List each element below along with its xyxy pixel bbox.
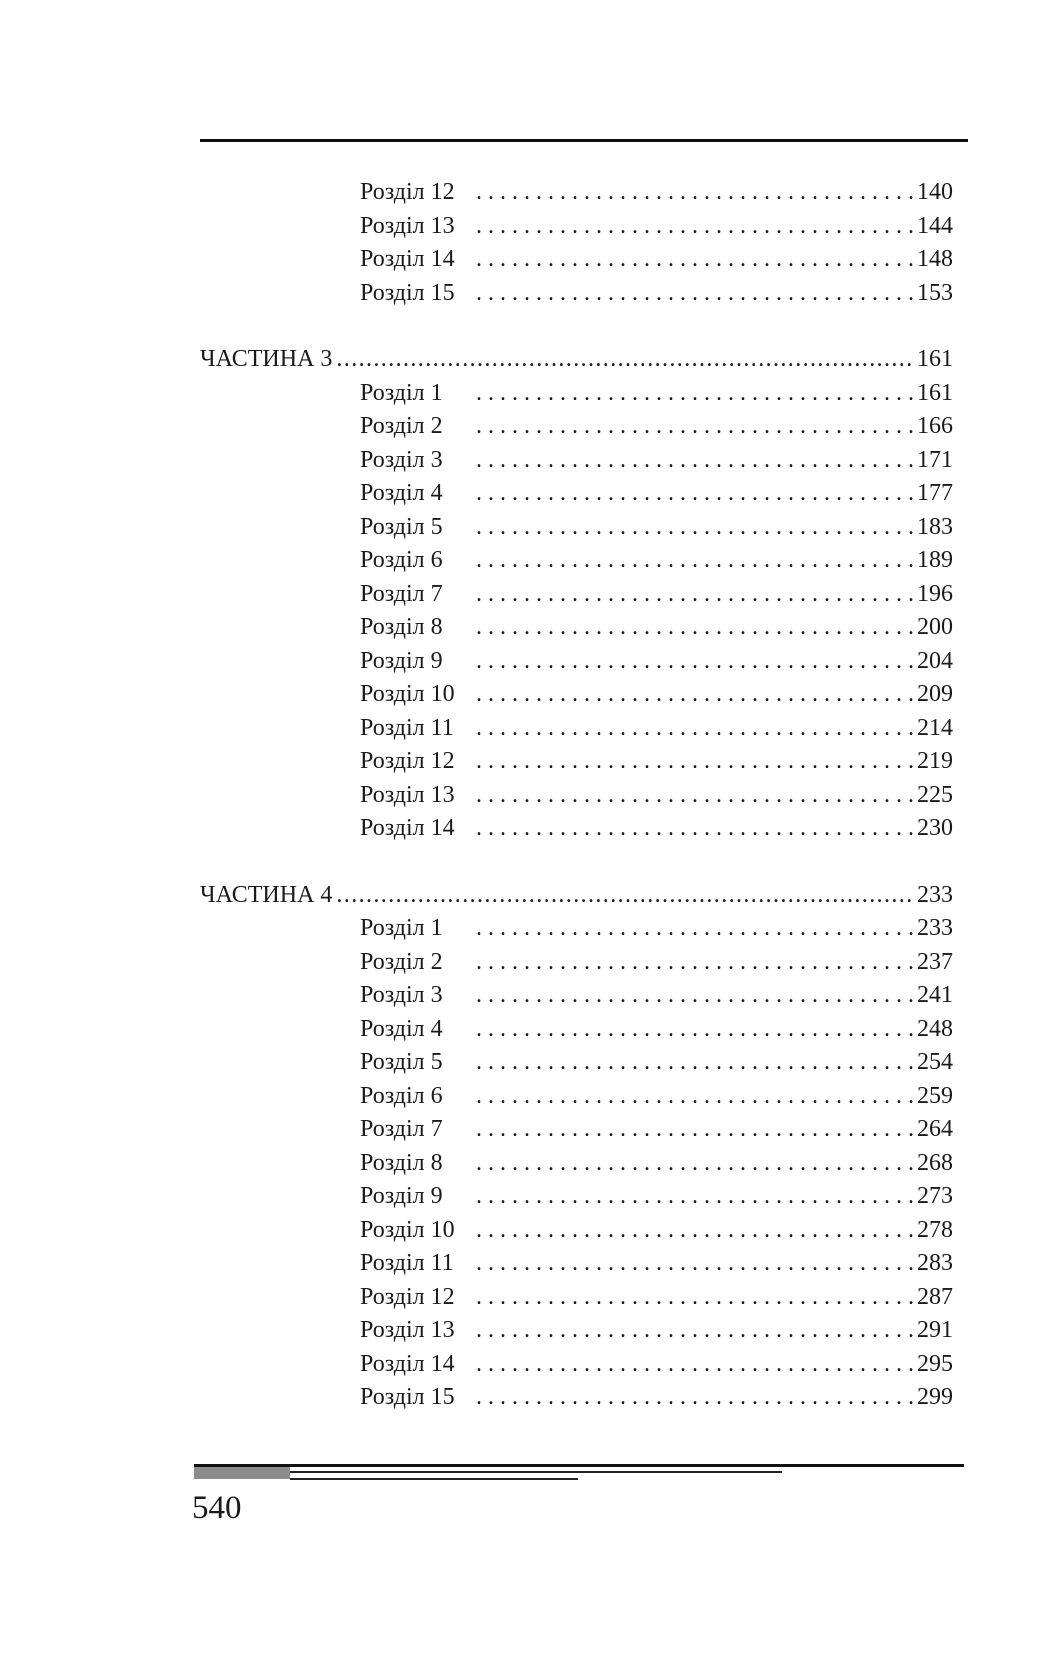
toc-entry-page: 166 (917, 413, 953, 439)
dot-leader (476, 979, 915, 1013)
toc-entry-label: Розділ 6 (360, 1082, 443, 1109)
dot-leader (476, 1180, 915, 1214)
toc-group (200, 176, 953, 310)
toc-chapter-row (200, 779, 953, 813)
toc-chapter-row (200, 410, 953, 444)
header-rule (200, 139, 968, 142)
dot-leader (476, 779, 915, 813)
dot-leader (476, 912, 915, 946)
toc-group (200, 879, 953, 1415)
toc-chapter-row (200, 1113, 953, 1147)
toc-entry-page: 248 (917, 1015, 953, 1042)
toc-chapter-row (200, 210, 953, 244)
toc-chapter-row (200, 1348, 953, 1382)
toc-entry-label: Розділ 11 (360, 1250, 454, 1276)
toc-chapter-row (200, 812, 953, 846)
toc-chapter-row (200, 1281, 953, 1315)
dot-leader (476, 444, 915, 478)
dot-leader (476, 712, 915, 746)
dot-leader (476, 377, 915, 411)
toc-entry-page: 161 (917, 379, 953, 406)
toc-entry-label: Розділ 14 (360, 246, 455, 272)
dot-leader (476, 745, 915, 779)
toc-chapter-row (200, 176, 953, 210)
toc-entry-label: Розділ 7 (360, 580, 443, 607)
toc-entry-label: ЧАСТИНА 3 (200, 346, 333, 372)
dot-leader (476, 578, 915, 612)
toc-chapter-row (200, 979, 953, 1013)
toc-chapter-row (200, 1314, 953, 1348)
dot-leader (476, 1348, 915, 1382)
toc-entry-label: Розділ 8 (360, 1149, 443, 1176)
dot-leader (476, 1147, 915, 1181)
toc-entry-page: 273 (917, 1183, 953, 1209)
toc-entry-page: 144 (917, 212, 953, 239)
toc-chapter-row (200, 511, 953, 545)
toc-chapter-row (200, 444, 953, 478)
page-number: 540 (192, 1490, 242, 1526)
toc-entry-page: 278 (917, 1216, 953, 1243)
footer-rule (194, 1464, 964, 1467)
toc-entry-label: Розділ 12 (360, 179, 455, 205)
toc-entry-page: 204 (917, 647, 953, 674)
toc-entry-page: 140 (917, 179, 953, 205)
dot-leader (476, 946, 915, 980)
toc-entry-page: 233 (917, 915, 953, 941)
toc-chapter-row (200, 946, 953, 980)
toc-entry-page: 161 (917, 346, 953, 372)
toc-entry-page: 209 (917, 681, 953, 707)
toc-entry-label: Розділ 4 (360, 1015, 443, 1042)
footer-line-short (290, 1478, 578, 1480)
toc-entry-page: 189 (917, 547, 953, 573)
dot-leader (476, 544, 915, 578)
dot-leader (476, 243, 915, 277)
toc-chapter-row (200, 277, 953, 311)
toc-entry-label: Розділ 8 (360, 614, 443, 640)
toc-entry-label: Розділ 1 (360, 379, 443, 406)
dot-leader (476, 1113, 915, 1147)
toc-entry-label: Розділ 5 (360, 513, 443, 540)
toc-chapter-row (200, 1214, 953, 1248)
toc-entry-page: 219 (917, 748, 953, 774)
dot-leader (476, 1381, 915, 1415)
toc-entry-label: Розділ 15 (360, 279, 455, 306)
toc-entry-label: Розділ 2 (360, 948, 443, 975)
dot-leader (336, 343, 915, 377)
dot-leader (476, 611, 915, 645)
toc-entry-page: 237 (917, 948, 953, 975)
toc-entry-label: Розділ 4 (360, 480, 443, 506)
toc-entry-label: Розділ 11 (360, 714, 454, 741)
dot-leader (476, 1013, 915, 1047)
dot-leader (476, 1247, 915, 1281)
toc-chapter-row (200, 377, 953, 411)
toc-entry-label: Розділ 9 (360, 1183, 443, 1209)
toc-entry-label: ЧАСТИНА 4 (200, 881, 333, 908)
toc-entry-page: 283 (917, 1250, 953, 1276)
toc-entry-page: 214 (917, 714, 953, 741)
toc-chapter-row (200, 1013, 953, 1047)
toc-entry-label: Розділ 13 (360, 781, 455, 808)
toc-entry-label: Розділ 15 (360, 1384, 455, 1410)
table-of-contents (200, 176, 953, 1415)
toc-entry-page: 177 (917, 480, 953, 506)
toc-part-heading (200, 879, 953, 913)
toc-entry-page: 183 (917, 513, 953, 540)
toc-chapter-row (200, 1247, 953, 1281)
toc-entry-label: Розділ 12 (360, 748, 455, 774)
toc-entry-page: 171 (917, 446, 953, 473)
dot-leader (476, 210, 915, 244)
toc-entry-label: Розділ 3 (360, 446, 443, 473)
toc-chapter-row (200, 1046, 953, 1080)
toc-chapter-row (200, 645, 953, 679)
toc-entry-page: 268 (917, 1149, 953, 1176)
toc-entry-label: Розділ 2 (360, 413, 443, 439)
dot-leader (476, 176, 915, 210)
toc-entry-label: Розділ 5 (360, 1049, 443, 1075)
toc-chapter-row (200, 678, 953, 712)
dot-leader (476, 812, 915, 846)
toc-entry-page: 196 (917, 580, 953, 607)
toc-entry-page: 295 (917, 1350, 953, 1377)
toc-entry-page: 233 (917, 881, 953, 908)
toc-entry-label: Розділ 10 (360, 681, 455, 707)
dot-leader (476, 477, 915, 511)
footer-accent-block (194, 1467, 290, 1479)
dot-leader (476, 1214, 915, 1248)
toc-entry-page: 291 (917, 1317, 953, 1343)
toc-entry-page: 259 (917, 1082, 953, 1109)
toc-entry-page: 153 (917, 279, 953, 306)
dot-leader (476, 678, 915, 712)
toc-entry-page: 254 (917, 1049, 953, 1075)
toc-entry-label: Розділ 12 (360, 1283, 455, 1310)
toc-entry-label: Розділ 3 (360, 982, 443, 1008)
dot-leader (476, 1080, 915, 1114)
toc-chapter-row (200, 544, 953, 578)
toc-chapter-row (200, 477, 953, 511)
dot-leader (476, 410, 915, 444)
toc-chapter-row (200, 1147, 953, 1181)
toc-entry-label: Розділ 7 (360, 1116, 443, 1142)
toc-entry-page: 148 (917, 246, 953, 272)
toc-entry-label: Розділ 13 (360, 212, 455, 239)
toc-group (200, 343, 953, 846)
dot-leader (476, 1046, 915, 1080)
dot-leader (476, 277, 915, 311)
toc-chapter-row (200, 578, 953, 612)
toc-chapter-row (200, 243, 953, 277)
toc-entry-label: Розділ 9 (360, 647, 443, 674)
toc-entry-label: Розділ 6 (360, 547, 443, 573)
toc-entry-label: Розділ 14 (360, 1350, 455, 1377)
toc-entry-page: 264 (917, 1116, 953, 1142)
footer-line-long (290, 1471, 782, 1473)
dot-leader (476, 645, 915, 679)
toc-chapter-row (200, 1381, 953, 1415)
toc-entry-label: Розділ 1 (360, 915, 443, 941)
toc-entry-label: Розділ 13 (360, 1317, 455, 1343)
toc-chapter-row (200, 745, 953, 779)
toc-chapter-row (200, 1180, 953, 1214)
toc-entry-page: 287 (917, 1283, 953, 1310)
toc-entry-page: 225 (917, 781, 953, 808)
dot-leader (476, 1281, 915, 1315)
toc-entry-page: 299 (917, 1384, 953, 1410)
dot-leader (476, 511, 915, 545)
toc-part-heading (200, 343, 953, 377)
dot-leader (336, 879, 915, 913)
toc-entry-label: Розділ 10 (360, 1216, 455, 1243)
toc-entry-page: 230 (917, 815, 953, 841)
toc-entry-page: 200 (917, 614, 953, 640)
toc-entry-label: Розділ 14 (360, 815, 455, 841)
toc-chapter-row (200, 1080, 953, 1114)
toc-chapter-row (200, 912, 953, 946)
toc-chapter-row (200, 611, 953, 645)
toc-chapter-row (200, 712, 953, 746)
toc-entry-page: 241 (917, 982, 953, 1008)
dot-leader (476, 1314, 915, 1348)
